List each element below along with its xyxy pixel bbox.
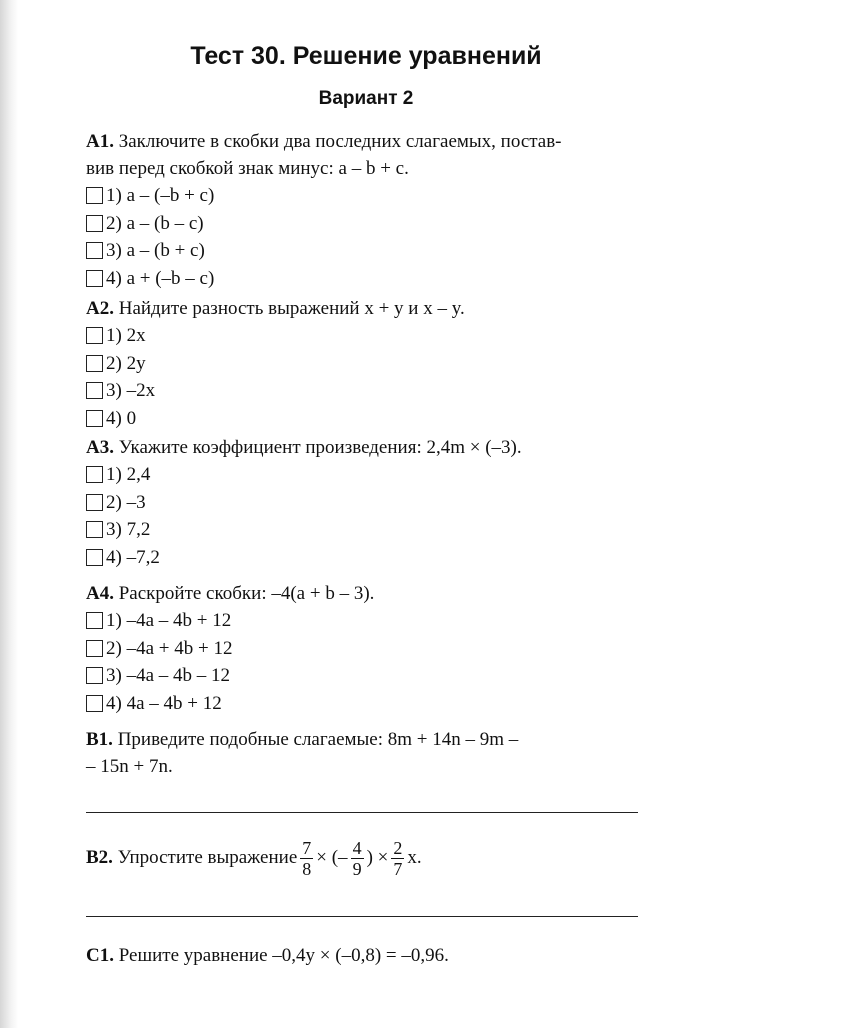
fraction-numerator: 7 <box>302 837 312 858</box>
option-label: 3) –2x <box>106 380 156 402</box>
question-number: A2. <box>86 298 114 319</box>
question-a3 <box>86 434 646 571</box>
checkbox[interactable] <box>86 242 103 259</box>
answer-option[interactable] <box>86 405 646 433</box>
page-title: Тест 30. Решение уравнений <box>190 42 542 70</box>
answer-option[interactable] <box>86 690 646 718</box>
option-label: 4) –7,2 <box>106 546 160 568</box>
answer-options <box>86 182 646 292</box>
checkbox[interactable] <box>86 640 103 657</box>
question-number: A3. <box>86 437 114 458</box>
option-label: 1) a – (–b + c) <box>106 185 215 207</box>
checkbox[interactable] <box>86 521 103 538</box>
question-text: Приведите подобные слагаемые: 8m + 14n – 9m – – 15n + 7n. <box>86 729 519 777</box>
fraction-denominator: 8 <box>302 858 312 879</box>
checkbox[interactable] <box>86 494 103 511</box>
expression-variable: x. <box>407 847 422 868</box>
checkbox[interactable] <box>86 667 103 684</box>
question-text: Найдите разность выражений x + y и x – y. <box>118 298 465 319</box>
answer-option[interactable] <box>86 182 646 210</box>
checkbox[interactable] <box>86 327 103 344</box>
answer-option[interactable] <box>86 461 646 489</box>
checkbox[interactable] <box>86 382 103 399</box>
answer-option[interactable] <box>86 607 646 635</box>
question-text: Заключите в скобки два последних слагаемых, постав- вив перед скобкой знак минус: a – b + c. <box>86 131 562 179</box>
checkbox[interactable] <box>86 270 103 287</box>
answer-line[interactable] <box>86 812 638 813</box>
question-number: A4. <box>86 583 114 604</box>
answer-option[interactable] <box>86 350 646 378</box>
checkbox[interactable] <box>86 549 103 566</box>
variant-label: Вариант 2 <box>318 88 414 109</box>
answer-option[interactable] <box>86 265 646 293</box>
fraction <box>351 838 364 879</box>
question-a1-prompt <box>86 128 646 182</box>
question-text: Решите уравнение –0,4y × (–0,8) = –0,96. <box>118 945 449 966</box>
fraction-numerator: 2 <box>393 837 403 858</box>
checkbox[interactable] <box>86 466 103 483</box>
answer-option[interactable] <box>86 516 646 544</box>
question-b2-expression <box>86 836 422 880</box>
option-label: 1) 2,4 <box>106 464 151 486</box>
question-a2 <box>86 295 646 432</box>
option-label: 4) 4a – 4b + 12 <box>106 692 222 714</box>
answer-option[interactable] <box>86 635 646 663</box>
expression-operator: × (– <box>316 847 348 868</box>
option-label: 2) 2y <box>106 352 146 374</box>
question-a4 <box>86 580 646 717</box>
option-label: 1) –4a – 4b + 12 <box>106 610 232 632</box>
answer-options <box>86 461 646 571</box>
fraction <box>391 838 404 879</box>
checkbox[interactable] <box>86 187 103 204</box>
question-number: A1. <box>86 131 114 152</box>
answer-option[interactable] <box>86 544 646 572</box>
question-c1 <box>86 942 646 969</box>
checkbox[interactable] <box>86 355 103 372</box>
fraction-denominator: 9 <box>352 858 362 879</box>
fraction <box>300 838 313 879</box>
option-label: 2) a – (b – c) <box>106 212 204 234</box>
answer-options <box>86 322 646 432</box>
question-a3-prompt <box>86 434 646 461</box>
question-number: C1. <box>86 945 114 966</box>
option-label: 3) 7,2 <box>106 519 151 541</box>
answer-option[interactable] <box>86 662 646 690</box>
option-label: 3) a – (b + c) <box>106 240 205 262</box>
expression-operator: ) × <box>366 847 389 868</box>
question-a4-prompt <box>86 580 646 607</box>
question-text: Раскройте скобки: –4(a + b – 3). <box>118 583 375 604</box>
option-label: 2) –3 <box>106 491 146 513</box>
answer-option[interactable] <box>86 237 646 265</box>
answer-option[interactable] <box>86 210 646 238</box>
option-label: 4) a + (–b – c) <box>106 267 215 289</box>
answer-options <box>86 607 646 717</box>
question-number: B2. <box>86 847 113 868</box>
option-label: 1) 2x <box>106 325 146 347</box>
fraction-denominator: 7 <box>393 858 403 879</box>
checkbox[interactable] <box>86 612 103 629</box>
option-label: 4) 0 <box>106 407 137 429</box>
question-text: Упростите выражение <box>117 847 298 868</box>
option-label: 2) –4a + 4b + 12 <box>106 637 233 659</box>
question-a2-prompt <box>86 295 646 322</box>
answer-option[interactable] <box>86 489 646 517</box>
question-b1 <box>86 726 646 780</box>
page-edge-shadow <box>0 0 18 1028</box>
checkbox[interactable] <box>86 695 103 712</box>
option-label: 3) –4a – 4b – 12 <box>106 665 231 687</box>
question-b2 <box>86 836 646 880</box>
question-a1 <box>86 128 646 292</box>
question-text: Укажите коэффициент произведения: 2,4m × (–3). <box>118 437 522 458</box>
answer-option[interactable] <box>86 377 646 405</box>
checkbox[interactable] <box>86 410 103 427</box>
question-number: B1. <box>86 729 113 750</box>
checkbox[interactable] <box>86 215 103 232</box>
fraction-numerator: 4 <box>352 837 362 858</box>
answer-line[interactable] <box>86 916 638 917</box>
answer-option[interactable] <box>86 322 646 350</box>
